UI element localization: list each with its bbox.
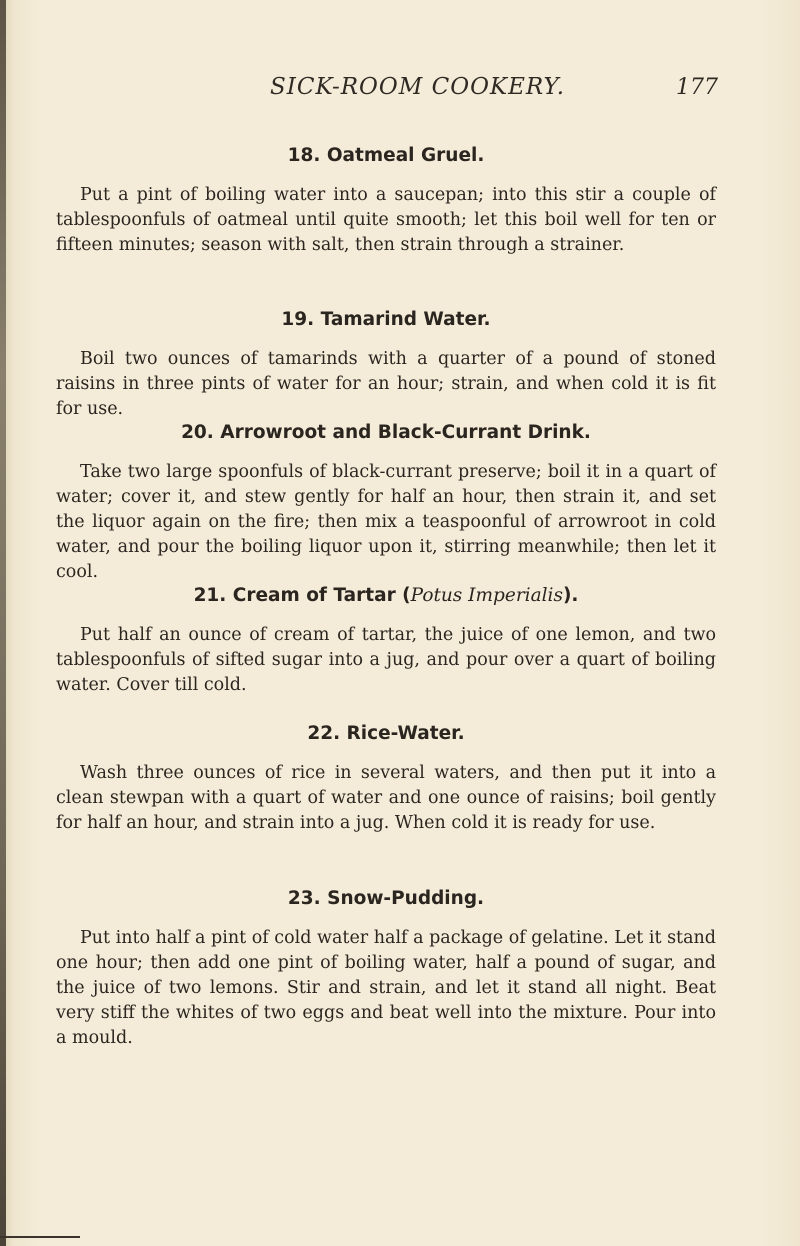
recipe-title-latin: Potus Imperialis [410,585,563,606]
recipe-title-main: 21. Cream of Tartar ( [193,585,411,606]
recipe-title: 23. Snow-Pudding. [287,888,485,909]
recipe-title: 19. Tamarind Water. [281,309,491,330]
page-binding-edge [0,0,6,1246]
recipe-oatmeal-gruel [56,141,716,258]
page-number: 177 [676,75,718,100]
recipe-title: 22. Rice-Water. [307,723,465,744]
recipe-body: Put into half a pint of cold water half a package of gelatine. Let it stand one hour; then add one pint of boiling water, half a pound of sugar, and the juice of two lemons. Stir and strain, and let it stand all night. Beat very stiff the whites of two eggs and beat well into the mixture. Pour into a mould. [56,928,716,1048]
page-corner-rule [0,1236,80,1238]
recipe-body: Wash three ounces of rice in several waters, and then put it into a clean stewpan with a quart of water and one ounce of raisins; boil gently for half an hour, and strain into a jug. When cold it is ready for use. [56,763,716,833]
running-title: SICK-ROOM COOKERY. [270,74,566,100]
recipe-body: Put half an ounce of cream of tartar, the juice of one lemon, and two tablespoonfuls of sifted sugar into a jug, and pour over a quart of boiling water. Cover till cold. [56,625,716,695]
recipe-rice-water [56,719,716,836]
recipe-tamarind-water [56,305,716,422]
recipe-body: Boil two ounces of tamarinds with a quarter of a pound of stoned raisins in three pints of water for an hour; strain, and when cold it is fit for use. [56,349,716,419]
recipe-cream-of-tartar [56,581,716,698]
recipe-title: 18. Oatmeal Gruel. [287,145,485,166]
recipe-title [56,581,716,611]
recipe-body: Put a pint of boiling water into a saucepan; into this stir a couple of tablespoonfuls of oatmeal until quite smooth; let this boil well for ten or fifteen minutes; season with salt, then strain through a strainer. [56,185,716,255]
recipe-arrowroot-black-currant-drink [56,418,716,585]
recipe-title: 20. Arrowroot and Black-Currant Drink. [181,422,591,443]
recipe-body: Take two large spoonfuls of black-currant preserve; boil it in a quart of water; cover it, and stew gently for half an hour, then strain it, and set the liquor again on the fire; then mix a teaspoonful of arrowroot in cold water, and pour the boiling liquor upon it, stirring meanwhile; then let it cool. [56,462,716,582]
running-header [0,74,800,114]
recipe-title-end: ). [562,585,579,606]
recipe-snow-pudding [56,884,716,1051]
